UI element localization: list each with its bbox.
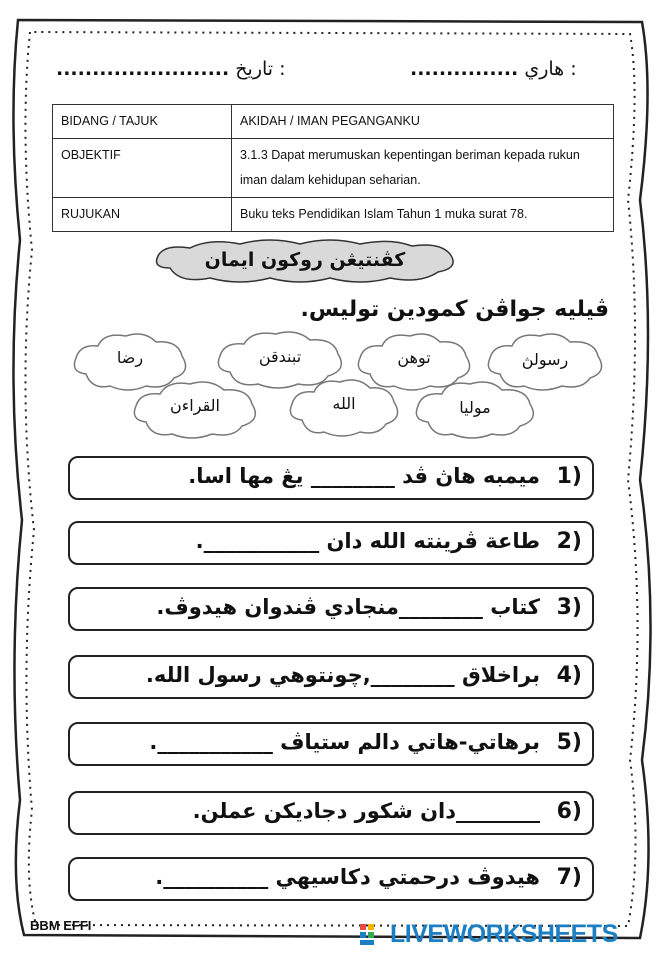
word-option[interactable]: توهن [397,348,431,367]
table-key: RUJUKAN [53,198,232,232]
word-option[interactable]: رسولڽ [521,350,569,369]
question-text: هيدوڤ درحمتي دكاسيهي __________. [155,865,540,889]
date-line [56,58,286,80]
date-dots: ........................ [56,58,230,80]
question-box-1[interactable] [68,456,594,500]
word-option[interactable]: الله [332,394,356,413]
info-table [52,104,614,232]
brand-wordmark: LIVEWORKSHEETS [390,920,618,948]
credit-label: BBM EFFI [30,918,92,933]
question-number: 6) [556,799,582,824]
word-option[interactable]: موليا [459,398,491,417]
word-option[interactable]: القراءن [170,396,220,415]
table-row [53,198,614,232]
question-box-4[interactable] [68,655,594,699]
question-number: 3) [556,595,582,620]
question-box-3[interactable] [68,587,594,631]
liveworksheets-logo-icon [358,920,388,948]
table-key: OBJEKTIF [53,139,232,198]
table-value: Buku teks Pendidikan Islam Tahun 1 muka surat 78. [232,198,614,232]
day-line [410,58,577,80]
question-number: 1) [556,464,582,489]
question-text: طاعة ڤرينته الله دان ___________. [195,529,540,553]
question-text: ________دان شكور دجاديكن عملن. [192,799,540,823]
table-value: AKIDAH / IMAN PEGANGANKU [232,105,614,139]
question-box-5[interactable] [68,722,594,766]
day-dots: ............... [410,58,519,80]
question-number: 4) [556,663,582,688]
table-row [53,105,614,139]
instruction: ڤيليه جواڤن كمودين توليس. [300,297,609,322]
date-label: تاريخ : [235,58,286,80]
question-number: 2) [556,529,582,554]
question-box-6[interactable] [68,791,594,835]
page-title: كڤنتيڠن روكون ايمان [204,249,406,271]
question-number: 7) [556,865,582,890]
question-number: 5) [556,730,582,755]
word-option[interactable]: رضا [116,348,144,367]
table-row [53,139,614,198]
day-label: هاري : [524,58,577,80]
table-value: 3.1.3 Dapat merumuskan kepentingan beriman kepada rukun iman dalam kehidupan seharian. [232,139,614,198]
question-text: براخلاق ________,چونتوهي رسول الله. [145,663,540,687]
question-box-7[interactable] [68,857,594,901]
question-box-2[interactable] [68,521,594,565]
question-text: كتاب ________منجادي ڤندوان هيدوڤ. [156,595,540,619]
word-option[interactable]: تبندقن [258,347,302,366]
table-key: BIDANG / TAJUK [53,105,232,139]
question-text: برهاتي-هاتي دالم ستياڤ ___________. [149,730,540,754]
question-text: ميمبه هاڽ ڤد ________ يڠ مها اسا. [188,464,540,488]
